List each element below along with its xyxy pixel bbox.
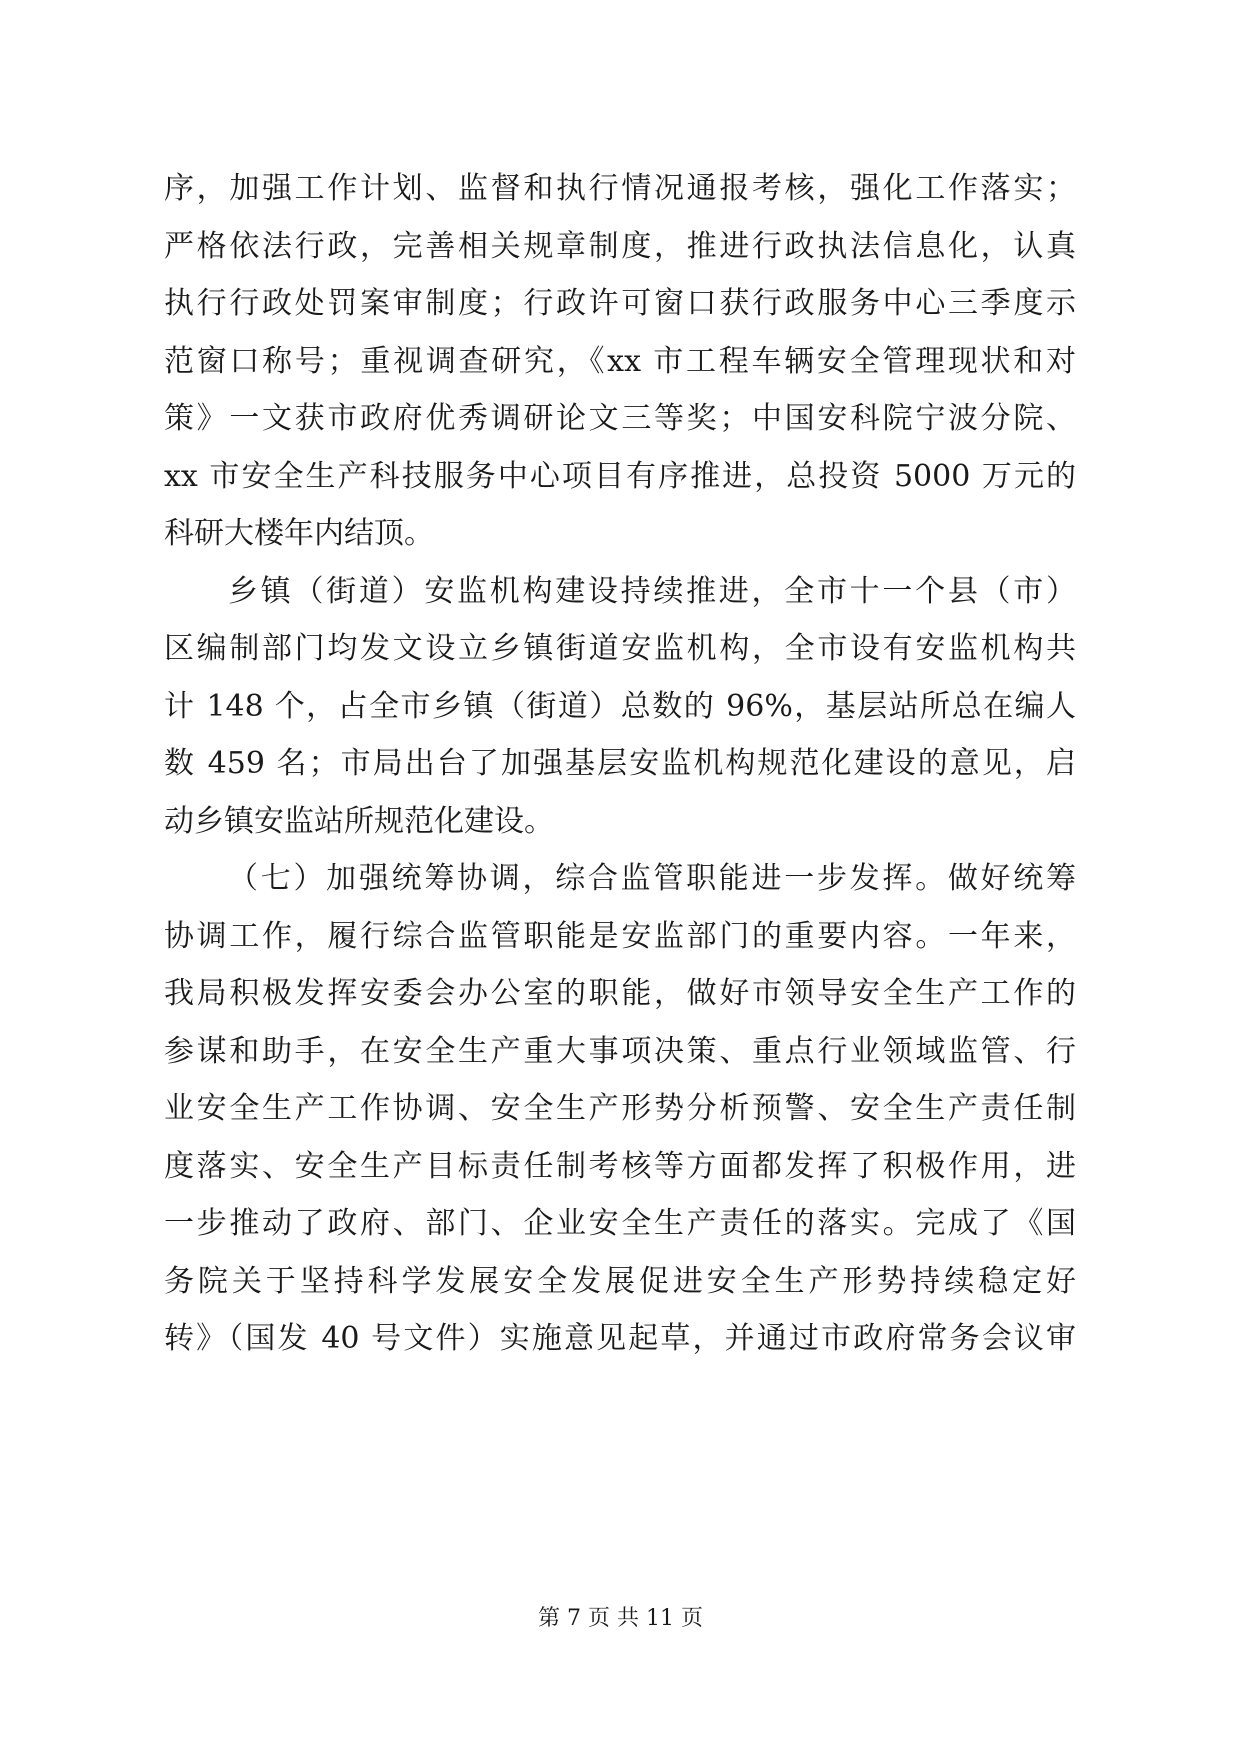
document-body (164, 160, 1076, 1368)
paragraph-1-line-7: 科研大楼年内结顶。 (164, 516, 434, 551)
paragraph-3-line-6: 度落实、安全生产目标责任制考核等方面都发挥了积极作用，进 (164, 1148, 1076, 1184)
paragraph-3-line-2: 协调工作，履行综合监管职能是安监部门的重要内容。一年来， (164, 918, 1076, 954)
paragraph-3-line-9: 转》（国发 40 号文件）实施意见起草，并通过市政府常务会议审 (164, 1321, 1076, 1356)
paragraph-1-line-5: 策》一文获市政府优秀调研论文三等奖；中国安科院宁波分院、 (164, 401, 1076, 436)
paragraph-1-line-3: 执行行政处罚案审制度；行政许可窗口获行政服务中心三季度示 (164, 286, 1076, 321)
paragraph-1-line-2: 严格依法行政，完善相关规章制度，推进行政执法信息化，认真 (164, 228, 1076, 264)
paragraph-3-line-1: （七）加强统筹协调，综合监管职能进一步发挥。做好统筹 (228, 861, 1076, 896)
paragraph-2-line-5: 动乡镇安监站所规范化建设。 (164, 803, 554, 839)
paragraph-2-line-4: 数 459 名；市局出台了加强基层安监机构规范化建设的意见，启 (164, 746, 1076, 781)
paragraph-1-line-1: 序，加强工作计划、监督和执行情况通报考核，强化工作落实； (164, 171, 1076, 206)
paragraph-2-line-3: 计 148 个，占全市乡镇（街道）总数的 96%，基层站所总在编人 (164, 688, 1076, 724)
paragraph-1-line-4: 范窗口称号；重视调查研究，《xx 市工程车辆安全管理现状和对 (164, 343, 1076, 379)
paragraph-2-line-1: 乡镇（街道）安监机构建设持续推进，全市十一个县（市） (228, 573, 1076, 609)
paragraph-3-line-7: 一步推动了政府、部门、企业安全生产责任的落实。完成了《国 (164, 1206, 1076, 1241)
paragraph-3-line-8: 务院关于坚持科学发展安全发展促进安全生产形势持续稳定好 (164, 1263, 1076, 1299)
paragraph-3-line-4: 参谋和助手，在安全生产重大事项决策、重点行业领域监管、行 (164, 1033, 1076, 1069)
paragraph-3-line-5: 业安全生产工作协调、安全生产形势分析预警、安全生产责任制 (164, 1091, 1076, 1126)
paragraph-1-line-6: xx 市安全生产科技服务中心项目有序推进，总投资 5000 万元的 (164, 458, 1076, 494)
page-number-footer: 第 7 页 共 11 页 (538, 1606, 703, 1631)
paragraph-3-line-3: 我局积极发挥安委会办公室的职能，做好市领导安全生产工作的 (164, 976, 1076, 1011)
paragraph-2-line-2: 区编制部门均发文设立乡镇街道安监机构，全市设有安监机构共 (164, 631, 1076, 666)
